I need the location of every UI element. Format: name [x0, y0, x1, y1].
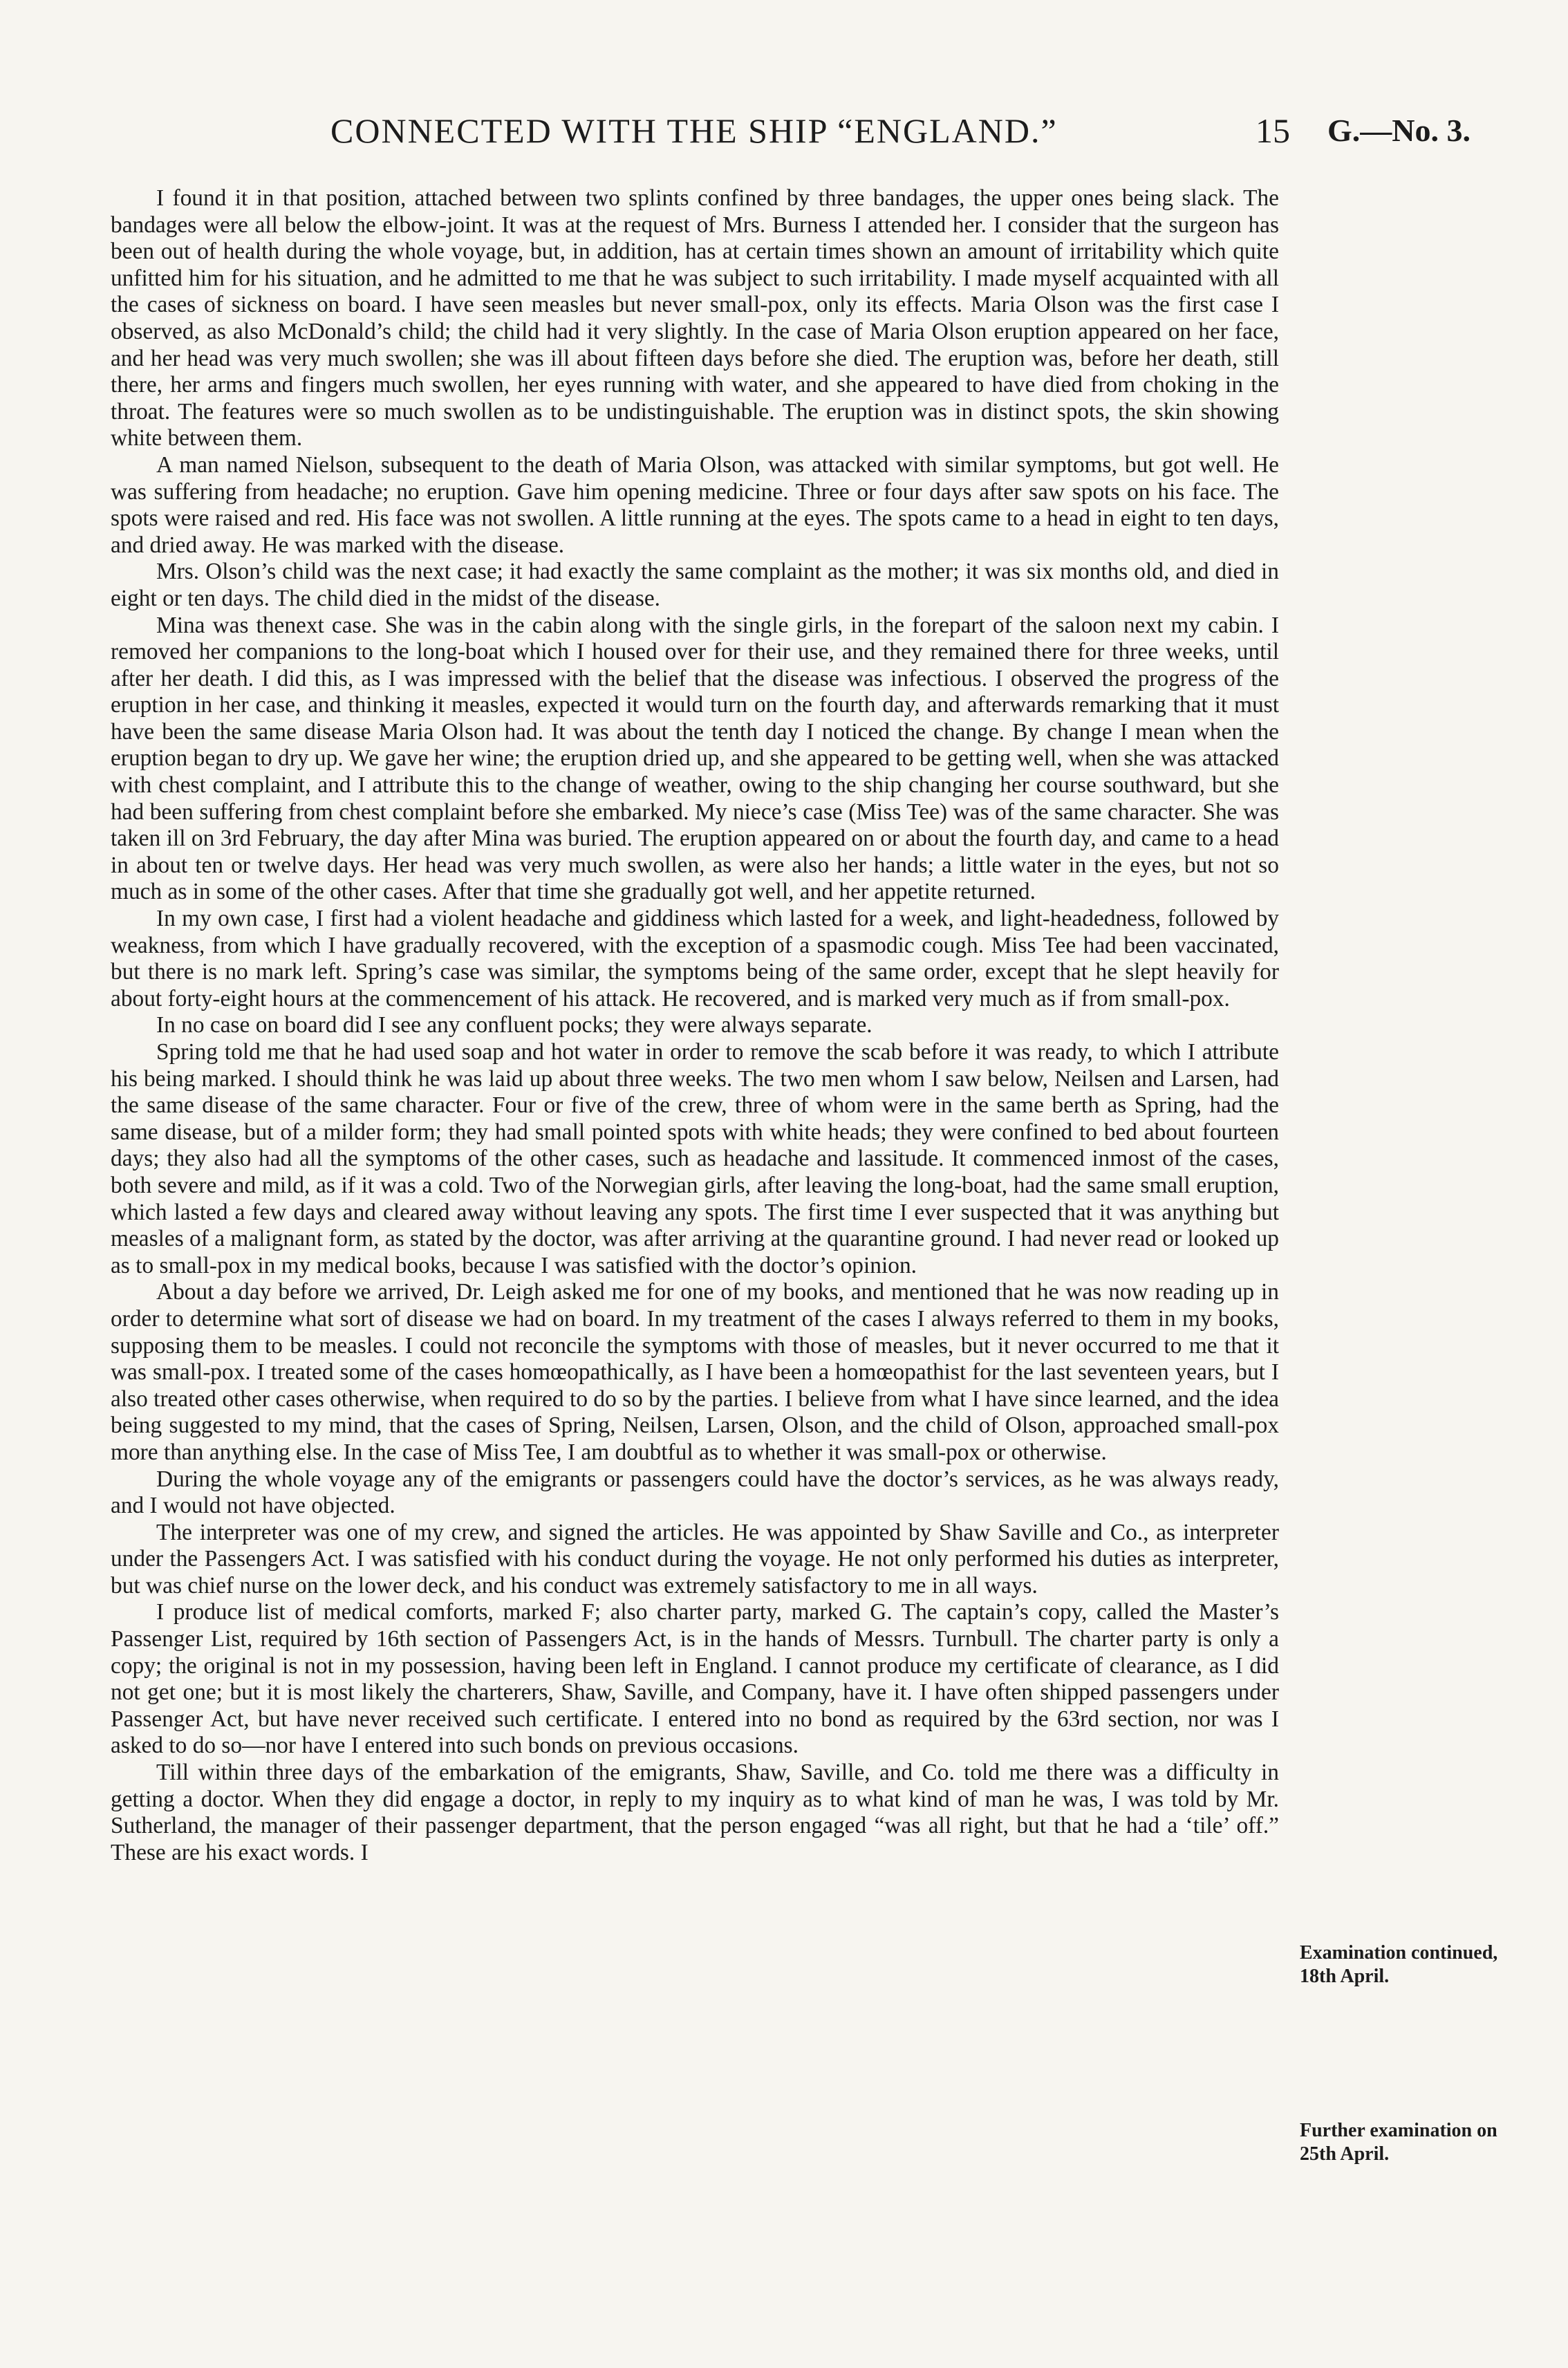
- paragraph: About a day before we arrived, Dr. Leigh asked me for one of my books, and mentioned that he was now reading up in order to determine what sort of disease we had on board. In my treatment of the cases I always referred to them in my books, supposing them to be measles. I could not reconcile the symptoms with those of measles, but it never occurred to me that it was small-pox. I treated some of the cases homœopathically, as I have been a homœopathist for the last seventeen years, but I also treated other cases otherwise, when required to do so by the parties. I believe from what I have since learned, and the idea being suggested to my mind, that the cases of Spring, Neilsen, Larsen, Olson, and the child of Olson, approached small-pox more than anything else. In the case of Miss Tee, I am doubtful as to whether it was small-pox or otherwise.: [111, 1279, 1279, 1465]
- margin-note-examination-continued: Examination continued, 18th April.: [1300, 1942, 1498, 1987]
- running-header: [0, 111, 1568, 159]
- paragraph: Spring told me that he had used soap and hot water in order to remove the scab before it was ready, to which I attribute his being marked. I should think he was laid up about three weeks. The two men whom I saw below, Neilsen and Larsen, had the same disease of the same character. Four or five of the crew, three of whom were in the same berth as Spring, had the same disease, but of a milder form; they had small pointed spots with white heads; they were confined to bed about fourteen days; they also had all the symptoms of the other cases, such as headache and lassitude. It commenced inmost of the cases, both severe and mild, as if it was a cold. Two of the Norwegian girls, after leaving the long-boat, had the same small eruption, which lasted a few days and cleared away without leaving any spots. The first time I ever suspected that it was anything but measles of a malignant form, as stated by the doctor, was after arriving at the quarantine ground. I had never read or looked up as to small-pox in my medical books, because I was satisfied with the doctor’s opinion.: [111, 1039, 1279, 1278]
- paragraph: I produce list of medical comforts, marked F; also charter party, marked G. The captain’s copy, called the Master’s Passenger List, required by 16th section of Passengers Act, is in the hands of Messrs. Turnbull. The charter party is only a copy; the original is not in my possession, having been left in England. I cannot produce my certificate of clearance, as I did not get one; but it is most likely the charterers, Shaw, Saville, and Company, have it. I have often shipped passengers under Passenger Act, but have never received such certificate. I entered into no bond as required by the 63rd section, nor was I asked to do so—nor have I entered into such bonds on previous occasions.: [111, 1599, 1279, 1759]
- paragraph: During the whole voyage any of the emigrants or passengers could have the doctor’s services, as he was always ready, and I would not have objected.: [111, 1466, 1279, 1519]
- paragraph: In no case on board did I see any confluent pocks; they were always separate.: [156, 1012, 872, 1038]
- paragraph: Mina was thenext case. She was in the cabin along with the single girls, in the forepart of the saloon next my cabin. I removed her companions to the long-boat which I housed over for their use, and they remained there for three weeks, until after her death. I did this, as I was impressed with the belief that the disease was infectious. I observed the progress of the eruption in her case, and thinking it measles, expected it would turn on the fourth day, and afterwards remarking that it must have been the same disease Maria Olson had. It was about the tenth day I noticed the change. By change I mean when the eruption began to dry up. We gave her wine; the eruption dried up, and she appeared to be getting well, when she was attacked with chest complaint, and I attribute this to the change of weather, owing to the ship changing her course southward, but she had been suffering from chest complaint before she embarked. My niece’s case (Miss Tee) was of the same character. She was taken ill on 3rd February, the day after Mina was buried. The eruption appeared on or about the fourth day, and came to a head in about ten or twelve days. Her head was very much swollen, as were also her hands; a little water in the eyes, but not so much as in some of the other cases. After that time she gradually got well, and her appetite returned.: [111, 612, 1279, 905]
- body-text: [111, 185, 1279, 1866]
- paragraph: Mrs. Olson’s child was the next case; it had exactly the same complaint as the mother; it was six months old, and died in eight or ten days. The child died in the midst of the disease.: [111, 559, 1279, 611]
- document-reference: G.—No. 3.: [1327, 113, 1471, 148]
- paragraph: I found it in that position, attached between two splints confined by three bandages, the upper ones being slack. The bandages were all below the elbow-joint. It was at the request of Mrs. Burness I attended her. I consider that the surgeon has been out of health during the whole voyage, but, in addition, has at certain times shown an amount of irritability which quite unfitted him for his situation, and he admitted to me that he was subject to such irritability. I made myself acquainted with all the cases of sickness on board. I have seen measles but never small-pox, only its effects. Maria Olson was the first case I observed, as also McDonald’s child; the child had it very slightly. In the case of Maria Olson eruption appeared on her face, and her head was very much swollen; she was ill about fifteen days before she died. The eruption was, before her death, still there, her arms and fingers much swollen, her eyes running with water, and she appeared to have died from choking in the throat. The features were so much swollen as to be undistinguishable. The eruption was in distinct spots, the skin showing white between them.: [111, 185, 1279, 451]
- paragraph: The interpreter was one of my crew, and signed the articles. He was appointed by Shaw Saville and Co., as interpreter under the Passengers Act. I was satisfied with his conduct during the voyage. He not only performed his duties as interpreter, but was chief nurse on the lower deck, and his conduct was extremely satisfactory to me in all ways.: [111, 1519, 1279, 1598]
- page-number: 15: [1256, 111, 1290, 150]
- paragraph: A man named Nielson, subsequent to the death of Maria Olson, was attacked with similar symptoms, but got well. He was suffering from headache; no eruption. Gave him opening medicine. Three or four days after saw spots on his face. The spots were raised and red. His face was not swollen. A little running at the eyes. The spots came to a head in eight to ten days, and dried away. He was marked with the disease.: [111, 451, 1279, 558]
- paragraph: Till within three days of the embarkation of the emigrants, Shaw, Saville, and Co. told me there was a difficulty in getting a doctor. When they did engage a doctor, in reply to my inquiry as to what kind of man he was, I was told by Mr. Sutherland, the manager of their passenger department, that the person engaged “was all right, but that he had a ‘tile’ off.” These are his exact words. I: [111, 1760, 1279, 1865]
- paragraph: In my own case, I first had a violent headache and giddiness which lasted for a week, and light-headedness, followed by weakness, from which I have gradually recovered, with the exception of a spasmodic cough. Miss Tee had been vaccinated, but there is no mark left. Spring’s case was similar, the symptoms being of the same order, except that he slept heavily for about forty-eight hours at the commencement of his attack. He recovered, and is marked very much as if from small-pox.: [111, 906, 1279, 1011]
- margin-note-further-examination: Further examination on 25th April.: [1300, 2120, 1497, 2165]
- running-title: CONNECTED WITH THE SHIP “ENGLAND.”: [330, 111, 1058, 150]
